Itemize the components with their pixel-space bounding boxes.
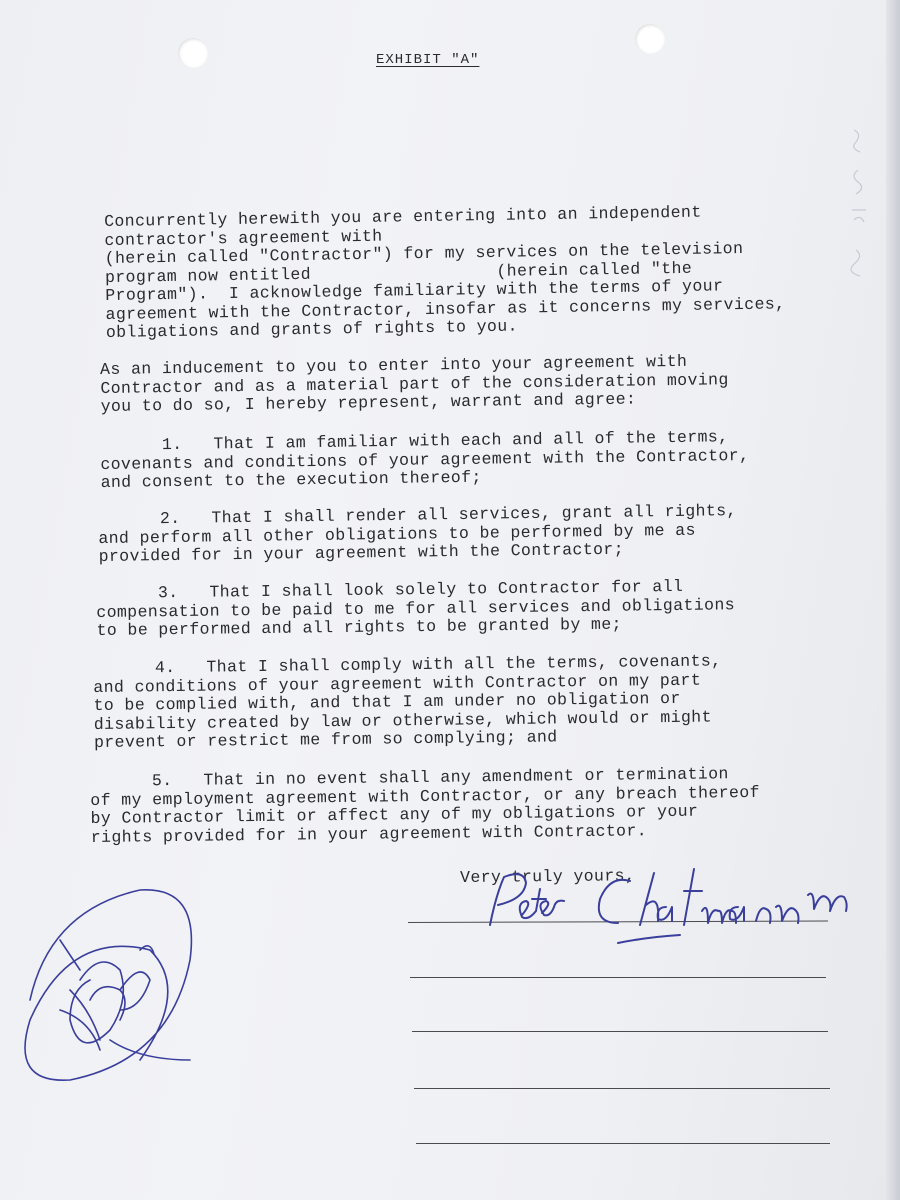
intro-paragraph: Concurrently herewith you are entering into an independent contractor's agreement with (herein called "Contractor") for my services on the television program now entitled (herein called "the Program"). I acknowledge familiarity with the terms of your agreement with the Contractor, insofar as it concerns my services, obligations and grants of rights to you. [103,202,786,342]
clause-4: 4. That I shall comply with all the terms, covenants, and conditions of your agreement with Contractor on my part to be complied with, and that I am under no obligation or disability created by law or otherwise, which would or might prevent or restrict me from so complying; and [92,651,722,752]
clause-1: 1. That I am familiar with each and all of the terms, covenants and conditions of your agreement with the Contractor, and consent to the execution thereof; [99,427,750,492]
signature-line [412,1031,828,1032]
paper-edge [886,0,900,1200]
signature-line [410,977,826,978]
punch-hole [635,24,665,54]
inducement-paragraph: As an inducement to you to enter into your agreement with Contractor and as a material part of the consideration moving you to do so, I hereby represent, warrant and agree: [99,351,729,416]
ink-scribble [20,880,250,1100]
document-title: EXHIBIT "A" [376,52,480,68]
signature-line [416,1143,830,1144]
clause-3: 3. That I shall look solely to Contractor for all compensation to be paid to me for all services and obligations to be performed and all rights to be granted by me; [95,576,736,640]
clause-5: 5. That in no event shall any amendment or termination of my employment agreement with Contractor, or any breach thereof by Contractor limit or affect any of my obligations or your rights provided for in your agreement with Contractor. [89,764,761,847]
punch-hole [178,38,208,68]
signature-line [414,1088,830,1089]
show-through-marks [842,120,882,320]
closing-salutation: Very truly yours, [460,866,636,887]
handwritten-signature [470,855,880,955]
clause-2: 2. That I shall render all services, grant all rights, and perform all other obligations to be performed by me as provided for in your agreement with the Contractor; [97,501,737,566]
